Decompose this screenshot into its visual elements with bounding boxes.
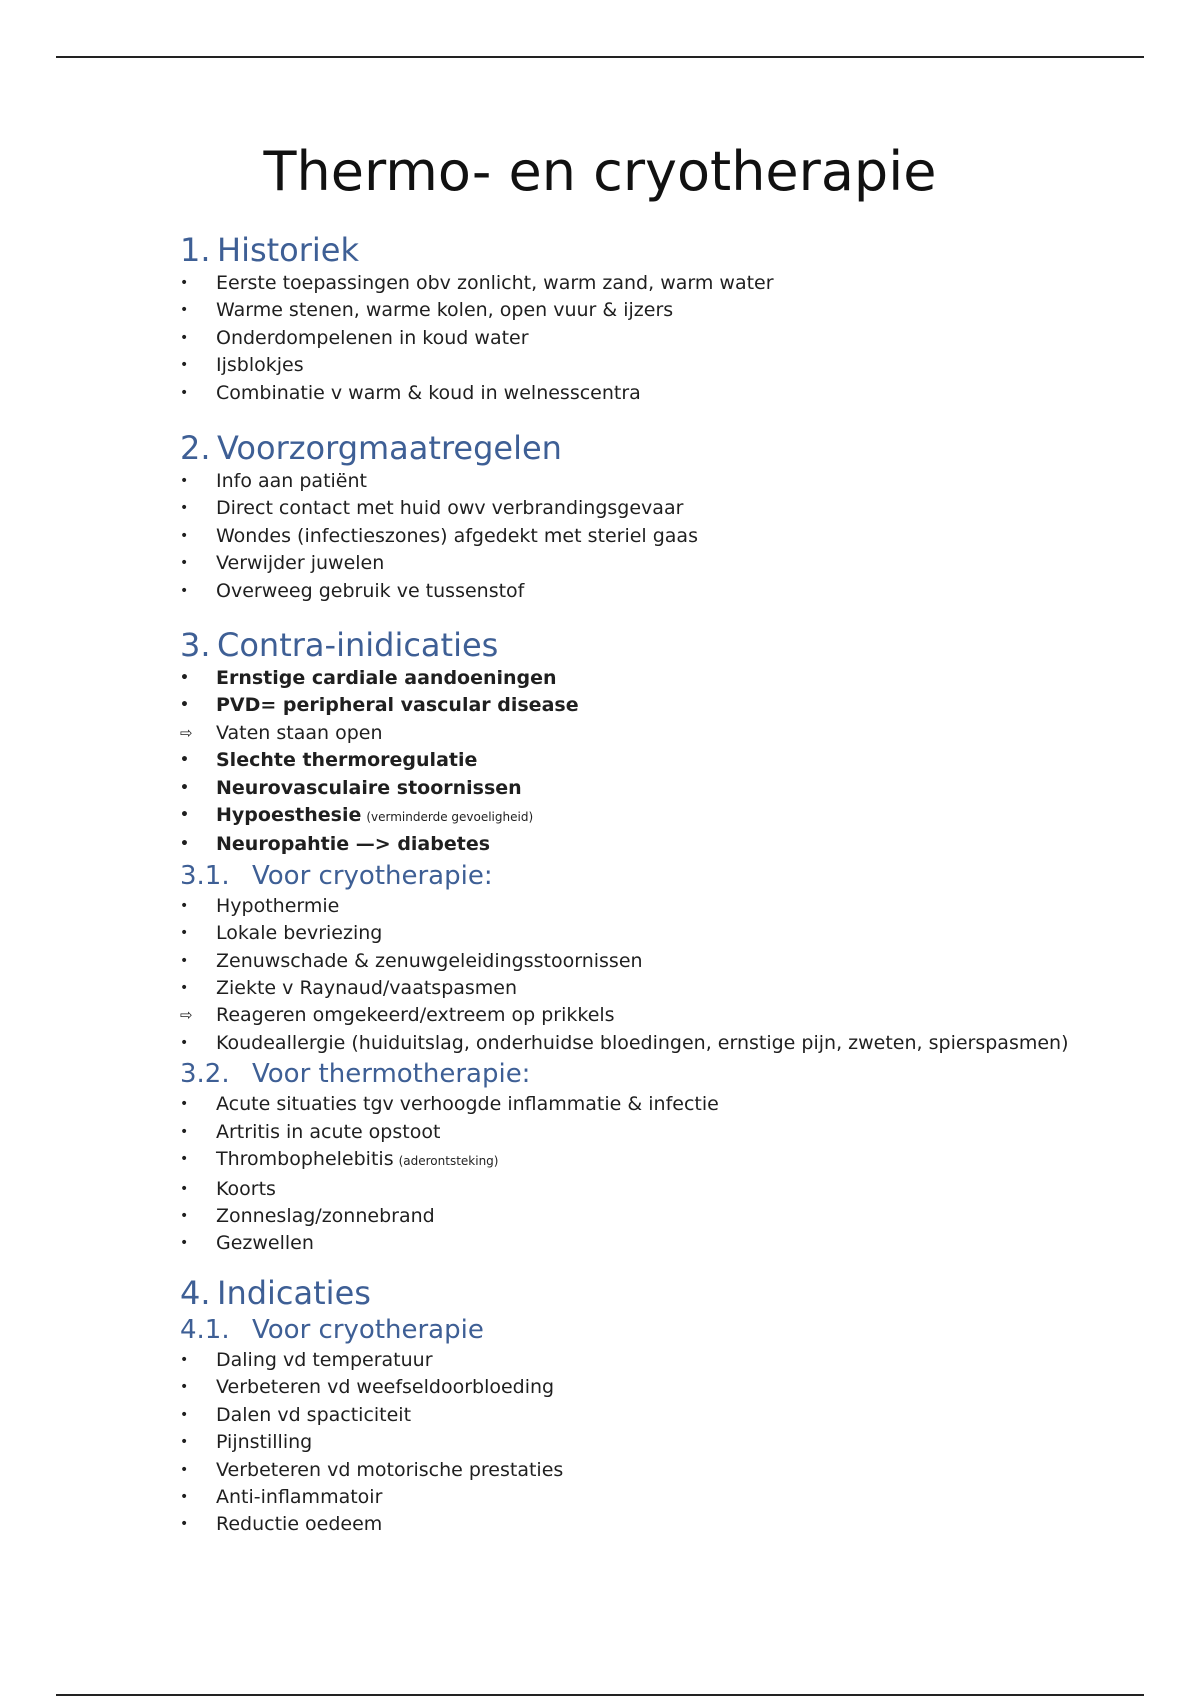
bullet-icon: • <box>180 1151 189 1168</box>
bullet-list <box>180 468 1080 605</box>
bullet-icon: • <box>180 1352 189 1368</box>
list-item: • Reductie oedeem <box>180 1511 1080 1538</box>
section-title: Indicaties <box>217 1274 371 1312</box>
list-item: • Ijsblokjes <box>180 352 1080 379</box>
bullet-icon: • <box>180 1034 189 1051</box>
list-item: • Anti-inflammatoir <box>180 1484 1080 1511</box>
bullet-icon: • <box>180 670 189 686</box>
section-heading <box>180 625 1080 665</box>
bullet-icon: • <box>180 752 189 769</box>
section-heading <box>180 1273 1080 1313</box>
arrow-right-icon: ⇨ <box>180 1006 193 1025</box>
bullet-list <box>180 1091 1080 1257</box>
list-item: • Ernstige cardiale aandoeningen <box>180 665 1080 692</box>
list-item: • Pijnstilling <box>180 1429 1080 1456</box>
bullet-icon: • <box>180 779 189 796</box>
subsection-number: 4.1. <box>180 1315 230 1345</box>
section-title: Contra-inidicaties <box>217 626 499 664</box>
bullet-icon: • <box>180 980 189 997</box>
subsection-number: 3.1. <box>180 860 230 891</box>
bullet-icon: • <box>180 1096 189 1113</box>
list-item: • Neuropahtie —> diabetes <box>180 831 1080 858</box>
bullet-icon: • <box>180 582 189 599</box>
header-rule <box>56 56 1144 58</box>
bullet-icon: • <box>180 1461 189 1478</box>
bullet-icon: • <box>180 1180 189 1197</box>
bullet-icon: • <box>180 807 189 824</box>
footnote-annotation: (aderontsteking) <box>398 1154 499 1169</box>
bullet-list <box>180 893 1080 1057</box>
bullet-icon: • <box>180 473 189 489</box>
section-title: Voorzorgmaatregelen <box>217 429 562 467</box>
list-item: • Koudeallergie (huiduitslag, onderhuidse bloedingen, ernstige pijn, zweten, spierspasmen) <box>180 1030 1080 1057</box>
bullet-icon: • <box>180 1489 189 1506</box>
list-item: • Verbeteren vd weefseldoorbloeding <box>180 1374 1080 1401</box>
list-item: • Info aan patiënt <box>180 468 1080 495</box>
bullet-icon: • <box>180 697 189 714</box>
bullet-icon: • <box>180 302 189 319</box>
section-historiek <box>180 230 1080 407</box>
list-item: • PVD= peripheral vascular disease <box>180 692 1080 719</box>
bullet-list <box>180 665 1080 859</box>
list-item: • Lokale bevriezing <box>180 920 1080 947</box>
bullet-icon: • <box>180 897 189 914</box>
list-item: • Onderdompelenen in koud water <box>180 325 1080 352</box>
bullet-icon: • <box>180 275 189 291</box>
footer-rule <box>56 1694 1144 1696</box>
section-number: 4. <box>180 1274 211 1312</box>
list-item: • Hypoesthesie (verminderde gevoeligheid) <box>180 802 1080 831</box>
list-item: • Zonneslag/zonnebrand <box>180 1203 1080 1230</box>
list-item: • Verwijder juwelen <box>180 550 1080 577</box>
section-number: 2. <box>180 429 211 467</box>
list-item: • Combinatie v warm & koud in welnesscentra <box>180 380 1080 407</box>
bullet-icon: • <box>180 329 189 346</box>
subsection-heading <box>180 859 1080 893</box>
list-item: • Neurovasculaire stoornissen <box>180 775 1080 802</box>
section-contra-indicaties <box>180 625 1080 1258</box>
list-item: • Thrombophelebitis (aderontsteking) <box>180 1146 1080 1175</box>
page-title: Thermo- en cryotherapie <box>263 140 937 203</box>
bullet-icon: • <box>180 1207 189 1224</box>
bullet-icon: • <box>180 925 189 942</box>
arrow-right-icon: ⇨ <box>180 723 193 742</box>
list-item: • Koorts <box>180 1176 1080 1203</box>
list-item: ⇨ Reageren omgekeerd/extreem op prikkels <box>180 1002 1080 1029</box>
section-voorzorgmaatregelen <box>180 428 1080 605</box>
list-item: • Eerste toepassingen obv zonlicht, warm zand, warm water <box>180 270 1080 297</box>
section-indicaties <box>180 1273 1080 1539</box>
list-item: • Wondes (infectieszones) afgedekt met steriel gaas <box>180 523 1080 550</box>
bullet-icon: • <box>180 527 189 544</box>
bullet-list <box>180 1347 1080 1539</box>
list-item: • Gezwellen <box>180 1230 1080 1257</box>
list-item: ⇨ Vaten staan open <box>180 720 1080 747</box>
list-item: • Slechte thermoregulatie <box>180 747 1080 774</box>
bullet-icon: • <box>180 1516 189 1533</box>
section-title: Historiek <box>217 231 360 269</box>
bullet-icon: • <box>180 952 189 969</box>
bullet-icon: • <box>180 1434 189 1451</box>
list-item: • Verbeteren vd motorische prestaties <box>180 1457 1080 1484</box>
subsection-title: Voor cryotherapie: <box>252 860 493 891</box>
subsection-title: Voor cryotherapie <box>252 1315 484 1345</box>
subsection-number: 3.2. <box>180 1059 230 1090</box>
bullet-icon: • <box>180 1235 189 1252</box>
bullet-icon: • <box>180 1123 189 1140</box>
list-item: • Ziekte v Raynaud/vaatspasmen <box>180 975 1080 1002</box>
subsection-heading <box>180 1057 1080 1091</box>
list-item: • Dalen vd spacticiteit <box>180 1402 1080 1429</box>
list-item: • Hypothermie <box>180 893 1080 920</box>
subsection-heading <box>180 1313 1080 1347</box>
subsection-title: Voor thermotherapie: <box>252 1059 531 1090</box>
bullet-icon: • <box>180 836 189 853</box>
bullet-icon: • <box>180 555 189 572</box>
section-number: 1. <box>180 231 211 269</box>
bullet-icon: • <box>180 500 189 517</box>
section-heading <box>180 428 1080 468</box>
bullet-icon: • <box>180 1406 189 1423</box>
bullet-icon: • <box>180 1379 189 1396</box>
section-number: 3. <box>180 626 211 664</box>
list-item: • Overweeg gebruik ve tussenstof <box>180 578 1080 605</box>
bullet-icon: • <box>180 357 189 374</box>
list-item: • Artritis in acute opstoot <box>180 1119 1080 1146</box>
section-heading <box>180 230 1080 270</box>
bullet-list <box>180 270 1080 407</box>
list-item: • Acute situaties tgv verhoogde inflammatie & infectie <box>180 1091 1080 1118</box>
footnote-annotation: (verminderde gevoeligheid) <box>366 810 534 825</box>
list-item: • Direct contact met huid owv verbrandingsgevaar <box>180 495 1080 522</box>
list-item: • Daling vd temperatuur <box>180 1347 1080 1374</box>
bullet-icon: • <box>180 384 189 401</box>
list-item: • Warme stenen, warme kolen, open vuur & ijzers <box>180 297 1080 324</box>
list-item: • Zenuwschade & zenuwgeleidingsstoornissen <box>180 948 1080 975</box>
